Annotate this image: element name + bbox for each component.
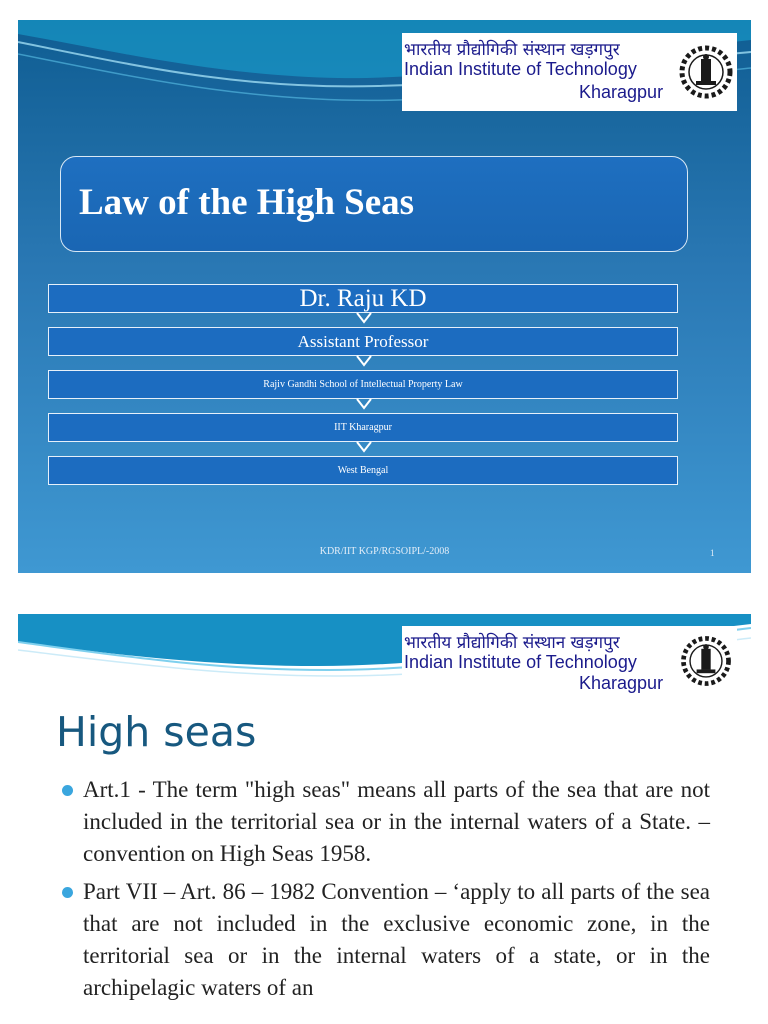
slide-2 — [18, 614, 751, 1024]
logo-english-line-1: Indian Institute of Technology — [404, 652, 637, 672]
slide-footer: KDR/IIT KGP/RGSOIPL/-2008 — [319, 546, 450, 557]
chevron-down-icon — [355, 440, 373, 454]
bullet-text: Art.1 - The term "high seas" means all parts of the sea that are not included in the territorial sea or in the internal waters of a State. – convention on High Seas 1958. — [83, 777, 710, 866]
list-item — [60, 774, 710, 870]
bullet-list — [60, 774, 710, 1010]
list-item — [60, 876, 710, 1004]
logo-english-line-2: Kharagpur — [579, 82, 664, 102]
page-number: 1 — [710, 548, 715, 558]
designation-box — [48, 327, 678, 356]
state-box — [48, 456, 678, 485]
institute-label: IIT Kharagpur — [334, 422, 392, 433]
logo-hindi-text: भारतीय प्रौद्योगिकी संस्थान खड़गपुर — [404, 633, 620, 653]
bullet-dot-icon — [62, 785, 73, 796]
designation-label: Assistant Professor — [297, 331, 429, 351]
bullet-dot-icon — [62, 887, 73, 898]
presenter-name: Dr. Raju KD — [299, 284, 427, 312]
iit-kgp-emblem-icon — [679, 630, 733, 692]
logo-hindi-text: भारतीय प्रौद्योगिकी संस्थान खड़गपुर — [404, 40, 620, 60]
chevron-down-icon — [355, 397, 373, 411]
chevron-down-icon — [355, 354, 373, 368]
presenter-name-box — [48, 284, 678, 313]
title-box — [60, 156, 688, 252]
school-label: Rajiv Gandhi School of Intellectual Property Law — [263, 379, 463, 390]
iit-kgp-emblem-icon — [679, 39, 733, 105]
logo-english-line-2: Kharagpur — [579, 673, 664, 693]
institute-box — [48, 413, 678, 442]
state-label: West Bengal — [337, 465, 389, 476]
slide-heading: High seas — [56, 708, 257, 756]
school-box — [48, 370, 678, 399]
iit-logo-banner — [402, 33, 737, 111]
slide-1 — [18, 20, 751, 573]
slide-title: Law of the High Seas — [79, 182, 415, 223]
chevron-down-icon — [355, 311, 373, 325]
bullet-text: Part VII – Art. 86 – 1982 Convention – ‘apply to all parts of the sea that are not included in the exclusive economic zone, in the territorial sea or in the internal waters of a state, or in the archipelagic waters of an — [83, 879, 710, 1000]
logo-english-line-1: Indian Institute of Technology — [404, 59, 637, 79]
iit-logo-banner — [402, 626, 737, 698]
